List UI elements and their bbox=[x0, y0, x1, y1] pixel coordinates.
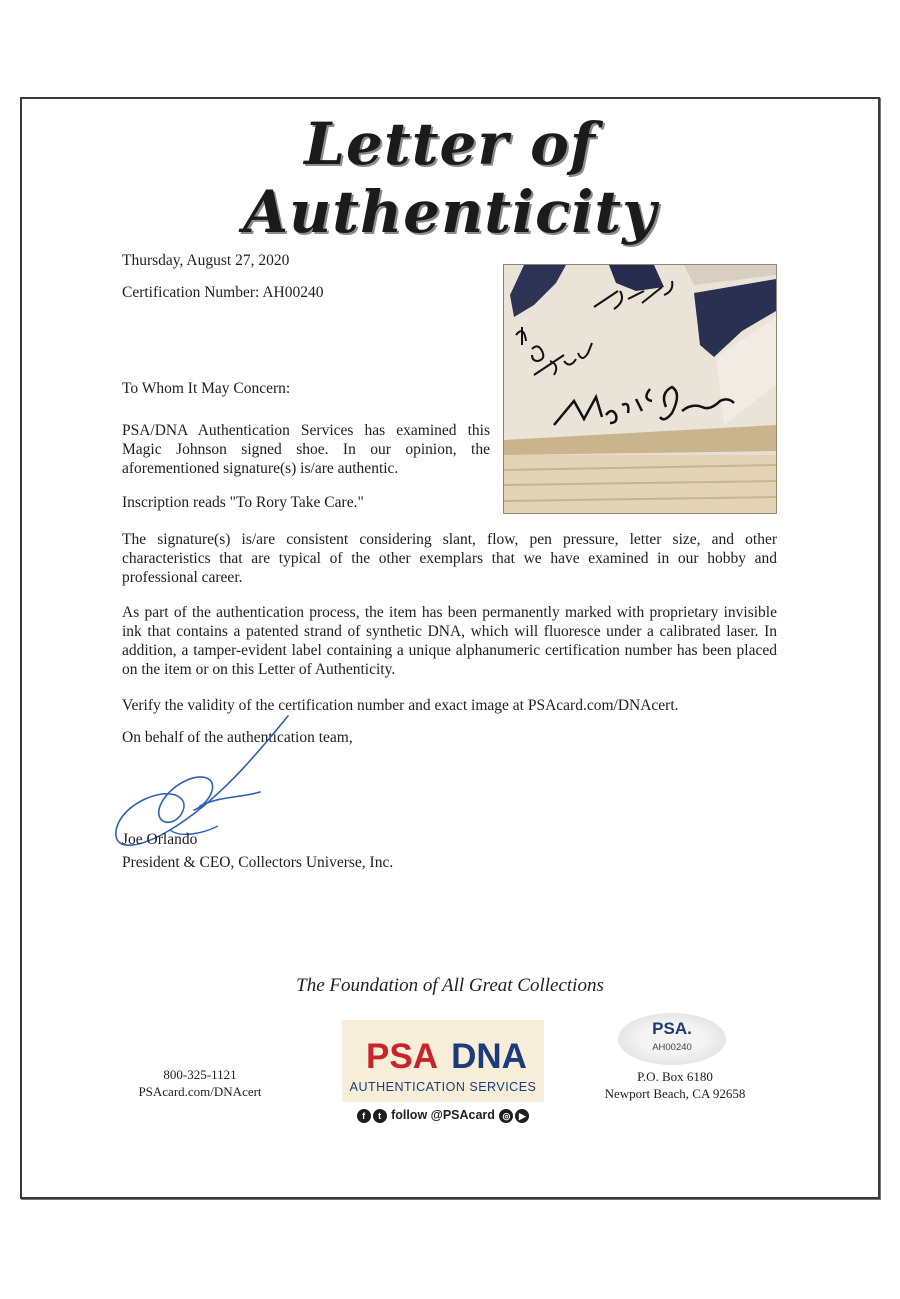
item-photo bbox=[503, 264, 777, 514]
psa-dna-logo bbox=[342, 1020, 544, 1102]
city-address: Newport Beach, CA 92658 bbox=[604, 1086, 746, 1101]
psa-hologram-label bbox=[618, 1013, 726, 1065]
website-link[interactable]: PSAcard.com/DNAcert bbox=[138, 1084, 262, 1099]
phone-number: 800-325-1121 bbox=[163, 1067, 237, 1082]
contact-right bbox=[595, 1068, 755, 1102]
paragraph-consistency: The signature(s) is/are consistent considering slant, flow, pen pressure, letter size, and other characteristics that are typical of the other exemplars that we have examined in our hobby and professional career. bbox=[122, 531, 777, 586]
youtube-icon[interactable]: ▶ bbox=[515, 1109, 529, 1123]
verify-line: Verify the validity of the certification number and exact image at PSAcard.com/DNAcert. bbox=[122, 697, 679, 714]
footer-tagline: The Foundation of All Great Collections bbox=[296, 975, 604, 996]
hologram-number: AH00240 bbox=[652, 1042, 692, 1053]
salutation: To Whom It May Concern: bbox=[122, 380, 291, 397]
hologram-brand: PSA. bbox=[652, 1019, 692, 1038]
letter-date: Thursday, August 27, 2020 bbox=[122, 252, 290, 269]
social-follow[interactable] bbox=[342, 1108, 544, 1123]
certification-number: Certification Number: AH00240 bbox=[122, 284, 324, 301]
follow-handle: follow @PSAcard bbox=[391, 1108, 495, 1122]
instagram-icon[interactable]: ◎ bbox=[499, 1109, 513, 1123]
letter-title: Letter of Authenticity bbox=[243, 110, 657, 246]
po-box: P.O. Box 6180 bbox=[637, 1069, 713, 1084]
signed-shoe-image bbox=[504, 265, 776, 513]
facebook-icon[interactable]: f bbox=[357, 1109, 371, 1123]
signer-title: President & CEO, Collectors Universe, Inc. bbox=[122, 854, 394, 871]
contact-left bbox=[120, 1066, 280, 1100]
signer-name: Joe Orlando bbox=[122, 831, 198, 848]
logo-psa-word: PSA bbox=[366, 1037, 438, 1076]
closing-line: On behalf of the authentication team, bbox=[122, 729, 353, 746]
paragraph-process: As part of the authentication process, the item has been permanently marked with proprietary invisible ink that contains a patented strand of synthetic DNA, which will fluoresce under a calibrated laser. In addition, a tamper-evident label containing a unique alphanumeric certification number has been placed on the item or on this Letter of Authenticity. bbox=[122, 604, 777, 678]
paragraph-examination: PSA/DNA Authentication Services has examined this Magic Johnson signed shoe. In our opinion, the aforementioned signature(s) is/are authentic. bbox=[122, 422, 490, 477]
inscription-line: Inscription reads "To Rory Take Care." bbox=[122, 494, 364, 511]
twitter-icon[interactable]: t bbox=[373, 1109, 387, 1123]
logo-subtitle: AUTHENTICATION SERVICES bbox=[349, 1080, 537, 1094]
logo-dna-word: DNA bbox=[451, 1037, 527, 1076]
